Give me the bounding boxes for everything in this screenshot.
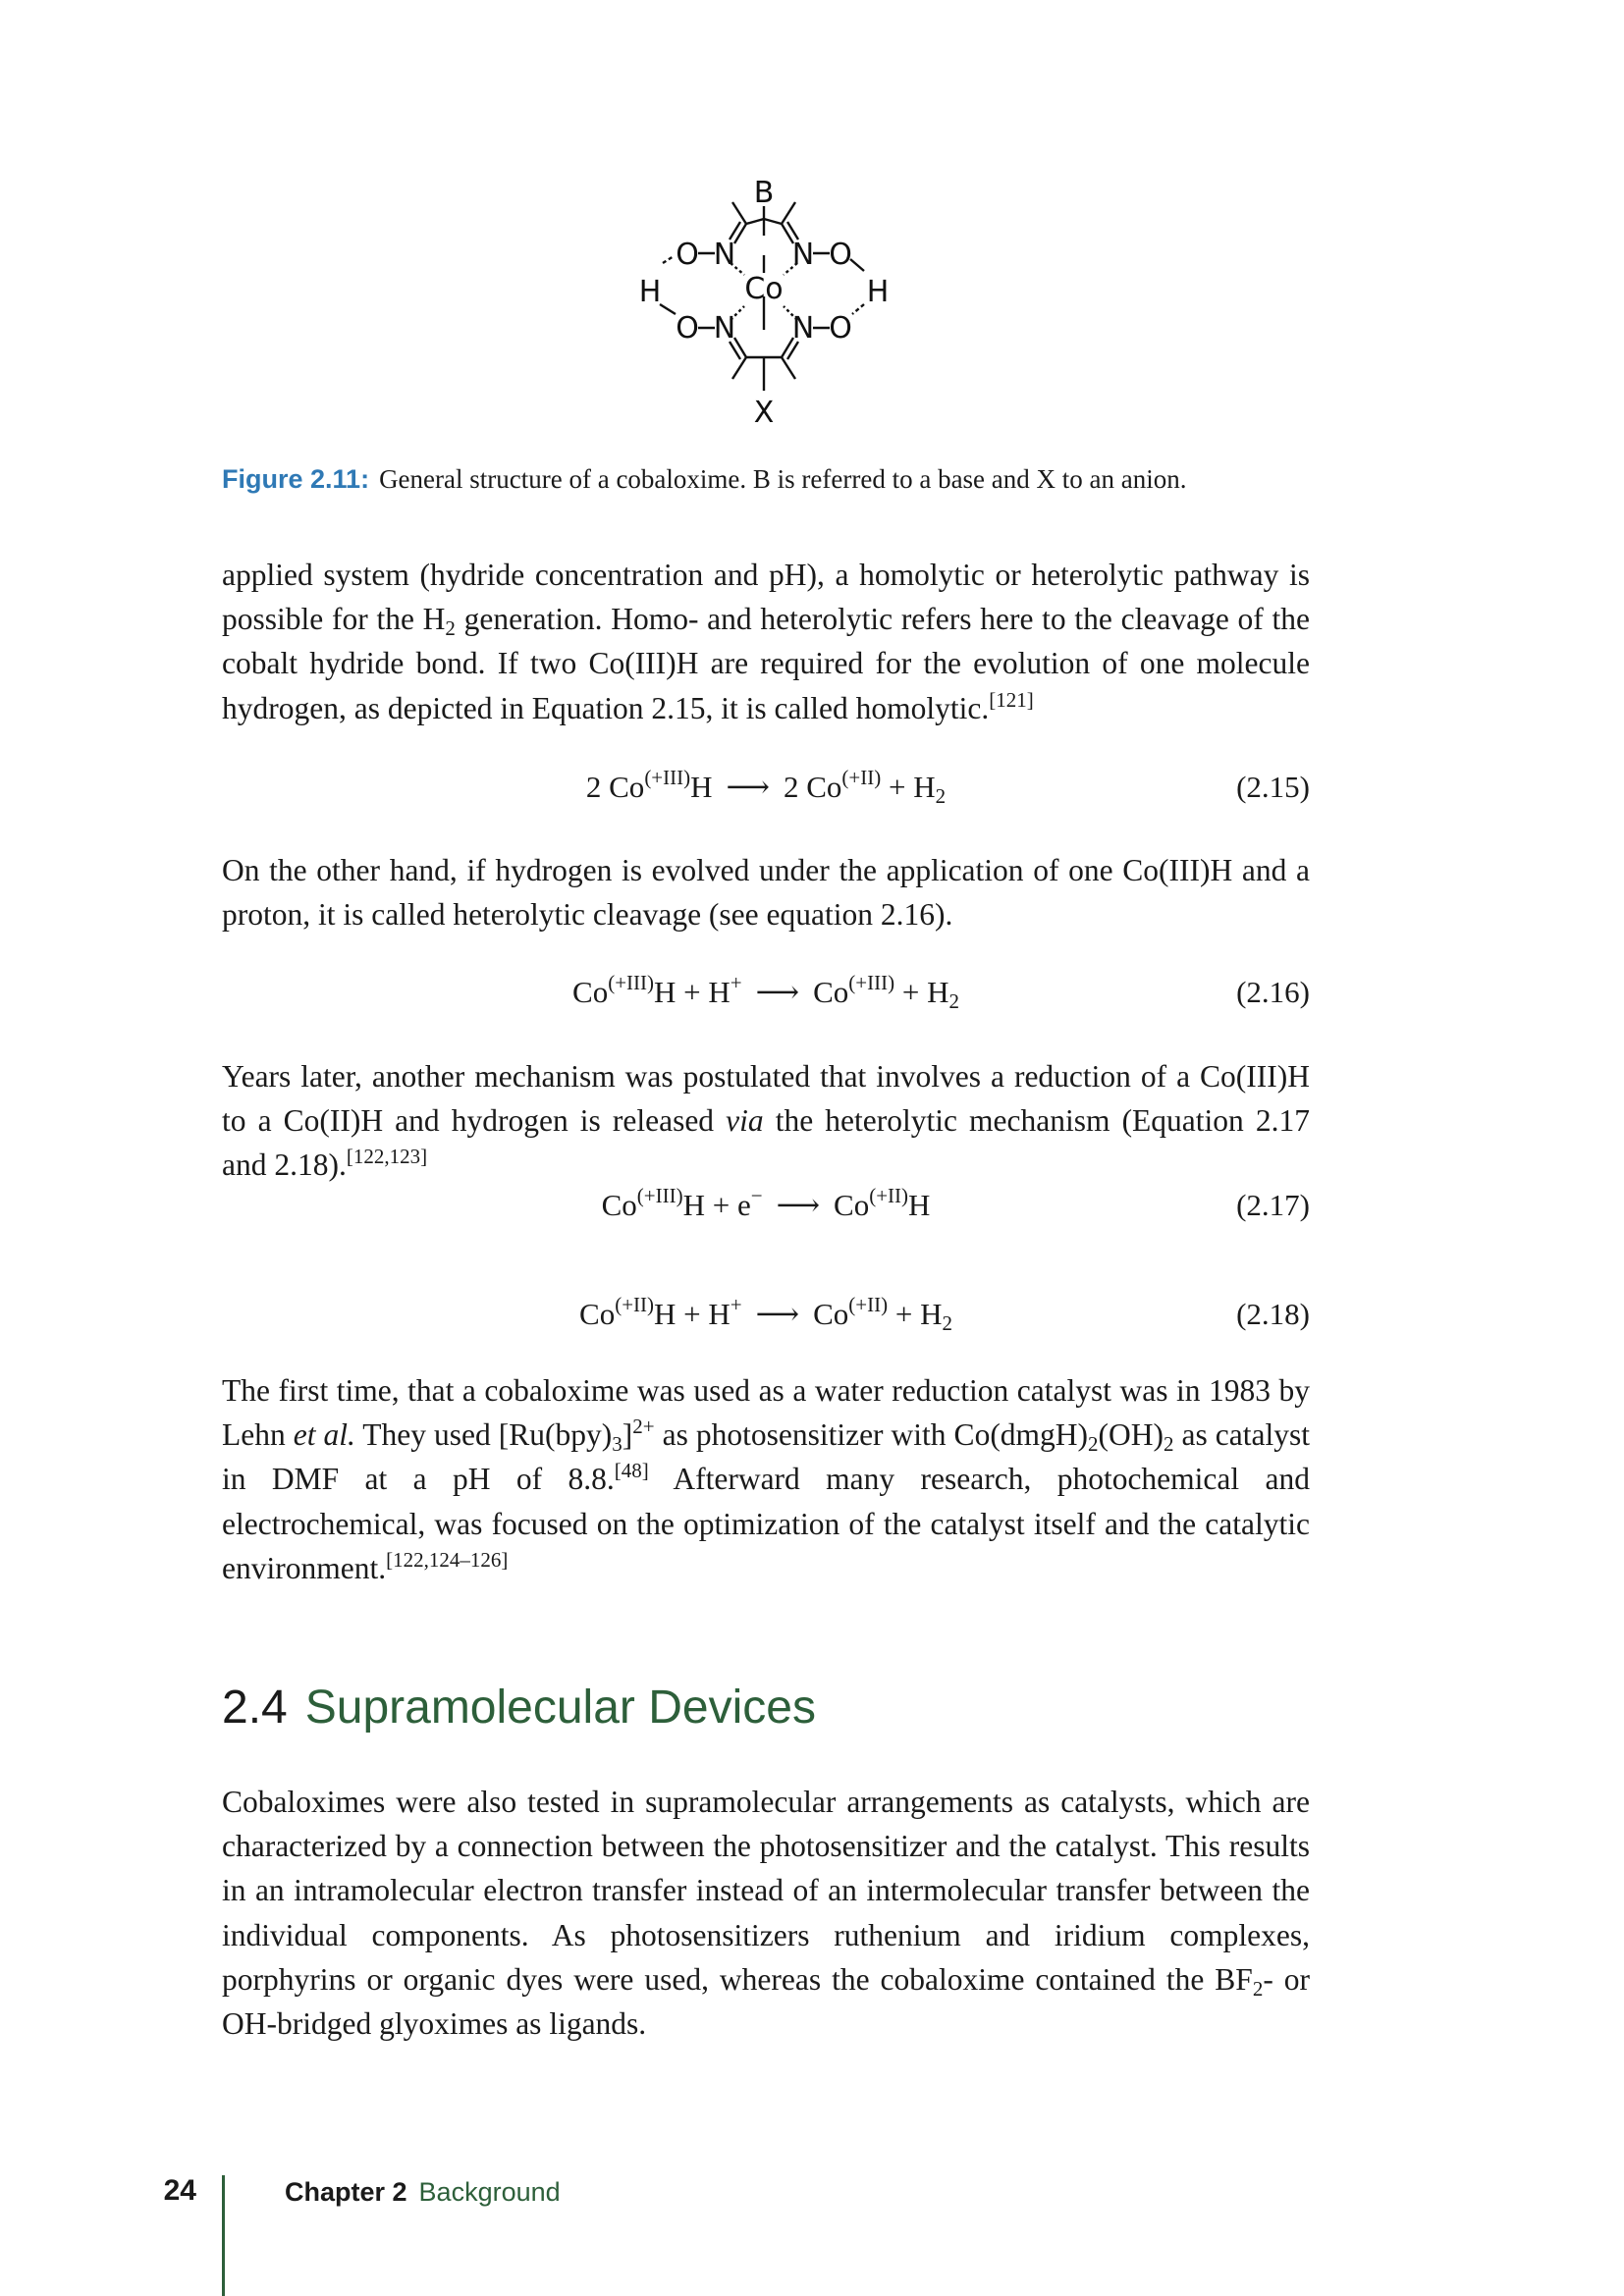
subscript: 2 [1164, 1432, 1174, 1457]
anion-label: X [753, 396, 775, 430]
eq-term: Co [579, 1297, 616, 1331]
citation: [121] [989, 687, 1034, 712]
eq-term: H [908, 1188, 931, 1222]
chapter-title: Background [418, 2177, 561, 2207]
eq-term: Co [834, 1188, 870, 1222]
equation-2-15 [222, 764, 1310, 811]
eq-term: + H [894, 975, 949, 1009]
paragraph-text: Cobaloximes were also tested in supramolecular arrangements as catalysts, which are characterized by a connection between the photosensitizer and the catalyst. This results in an intramolecular electron transfer instead of an intermolecular transfer between the individual components. As photosensitizers ruthenium and iridium complexes, porphyrins or organic dyes were used, whereas the cobaloxime contained the BF [222, 1785, 1310, 1997]
citation: [122,124–126] [386, 1547, 509, 1572]
subscript: 2 [445, 616, 456, 641]
equation-expression [222, 969, 1310, 1016]
oxygen-label: O [829, 311, 852, 346]
oxidation-state: (+III) [644, 766, 691, 789]
eq-term: 2 Co [783, 770, 842, 804]
paragraph-text: On the other hand, if hydrogen is evolved under the application of one Co(III)H and a proton, it is called heterolytic cleavage (see equation 2.16). [222, 853, 1310, 933]
paragraph-text: applied system (hydride concentration and pH), a homolytic or heterolytic pathway is possible for the H [222, 558, 1310, 637]
paragraph-text: as photosensitizer with Co(dmgH) [654, 1417, 1089, 1453]
hydrogen-label: H [638, 275, 662, 309]
oxidation-state: (+II) [841, 766, 882, 789]
subscript: 2 [942, 1311, 952, 1335]
charge: − [750, 1184, 763, 1207]
italic-term: et al. [293, 1417, 355, 1453]
paragraph-text: (OH) [1098, 1417, 1164, 1453]
paragraph-text: They used [Ru(bpy) [354, 1417, 613, 1453]
equation-number: (2.17) [1236, 1188, 1310, 1222]
page-number: 24 [163, 2174, 196, 2207]
equation-number: (2.16) [1236, 975, 1310, 1009]
section-heading [222, 1679, 816, 1737]
paragraph-text: generation. Homo- and heterolytic refers here to the cleavage of the cobalt hydride bond. If two Co(III)H are required for the evolution of one molecule hydrogen, as depicted in Equation 2.15, it is called homolytic. [222, 602, 1310, 725]
eq-term: Co [601, 1188, 637, 1222]
equation-2-17 [222, 1182, 1310, 1229]
charge: + [730, 1293, 742, 1316]
citation: [122,123] [346, 1145, 428, 1169]
eq-term: Co [813, 975, 849, 1009]
eq-term: Co [572, 975, 609, 1009]
subscript: 2 [1088, 1432, 1099, 1457]
eq-term: H + H [654, 975, 731, 1009]
paragraph-text: as catalyst in DMF at a pH of 8.8. [222, 1417, 1310, 1497]
paragraph-text: Years later, another mechanism was postulated that involves a reduction of a Co(III)H to a Co(II)H and hydrogen is released [222, 1059, 1310, 1139]
reaction-arrow: ⟶ [726, 770, 770, 804]
eq-term: Co [813, 1297, 849, 1331]
oxidation-state: (+III) [636, 1184, 683, 1207]
oxidation-state: (+II) [869, 1184, 909, 1207]
figure-caption-text: General structure of a cobaloxime. B is referred to a base and X to an anion. [379, 464, 1187, 494]
cobaloxime-structure-diagram [550, 165, 962, 450]
oxygen-label: O [829, 238, 852, 272]
paragraph-text: The first time, that a cobaloxime was used as a water reduction catalyst was in 1983 by Lehn [222, 1373, 1310, 1453]
eq-term: H + e [682, 1188, 751, 1222]
equation-expression [222, 1182, 1310, 1229]
equation-expression [222, 764, 1310, 811]
paragraph-text: the heterolytic mechanism (Equation 2.17 and 2.18). [222, 1103, 1310, 1183]
subscript: 2 [948, 989, 959, 1013]
figure-caption [222, 459, 1312, 499]
nitrogen-label: N [791, 311, 815, 346]
subscript: 3 [612, 1432, 623, 1457]
paragraph-heterolytic [222, 848, 1310, 936]
hydrogen-label: H [866, 275, 890, 309]
eq-term: H + H [654, 1297, 731, 1331]
nitrogen-label: N [713, 238, 736, 272]
charge: 2+ [632, 1415, 655, 1439]
chapter-label: Chapter 2 [285, 2177, 407, 2207]
running-footer [285, 2177, 561, 2208]
equation-number: (2.18) [1236, 1297, 1310, 1331]
cobaloxime-structure-figure [550, 165, 962, 450]
reaction-arrow: ⟶ [776, 1188, 821, 1222]
eq-term: + H [881, 770, 936, 804]
nitrogen-label: N [791, 238, 815, 272]
paragraph-lehn [222, 1368, 1310, 1590]
paragraph-text: - or OH-bridged glyoximes as ligands. [222, 1961, 1311, 2042]
paragraph-text: ] [622, 1417, 633, 1453]
eq-term: + H [888, 1297, 943, 1331]
section-title: Supramolecular Devices [304, 1682, 816, 1734]
footer-divider [222, 2175, 225, 2296]
oxidation-state: (+III) [848, 971, 895, 994]
citation: [48] [614, 1459, 649, 1483]
paragraph-text: Afterward many research, photochemical and electrochemical, was focused on the optimization of the catalyst itself and the catalytic environment. [222, 1462, 1310, 1585]
reaction-arrow: ⟶ [755, 975, 800, 1009]
subscript: 2 [1252, 1976, 1264, 2001]
oxidation-state: (+II) [848, 1293, 889, 1316]
cobalt-label: Co [744, 272, 784, 306]
paragraph-supramolecular [222, 1780, 1310, 2046]
base-label: B [753, 176, 775, 210]
oxidation-state: (+III) [608, 971, 655, 994]
nitrogen-label: N [713, 311, 736, 346]
eq-term: H [690, 770, 713, 804]
charge: + [730, 971, 742, 994]
equation-expression [222, 1291, 1310, 1338]
section-number: 2.4 [222, 1682, 288, 1734]
equation-2-16 [222, 969, 1310, 1016]
eq-term: 2 Co [585, 770, 645, 804]
reaction-arrow: ⟶ [755, 1297, 800, 1331]
oxidation-state: (+II) [615, 1293, 655, 1316]
equation-number: (2.15) [1236, 770, 1310, 804]
paragraph-homolytic [222, 553, 1310, 730]
figure-caption-label: Figure 2.11: [222, 464, 370, 494]
oxygen-label: O [676, 238, 699, 272]
equation-2-18 [222, 1291, 1310, 1338]
italic-term: via [726, 1103, 764, 1139]
subscript: 2 [935, 784, 947, 808]
oxygen-label: O [676, 311, 699, 346]
paragraph-mechanism [222, 1054, 1310, 1188]
